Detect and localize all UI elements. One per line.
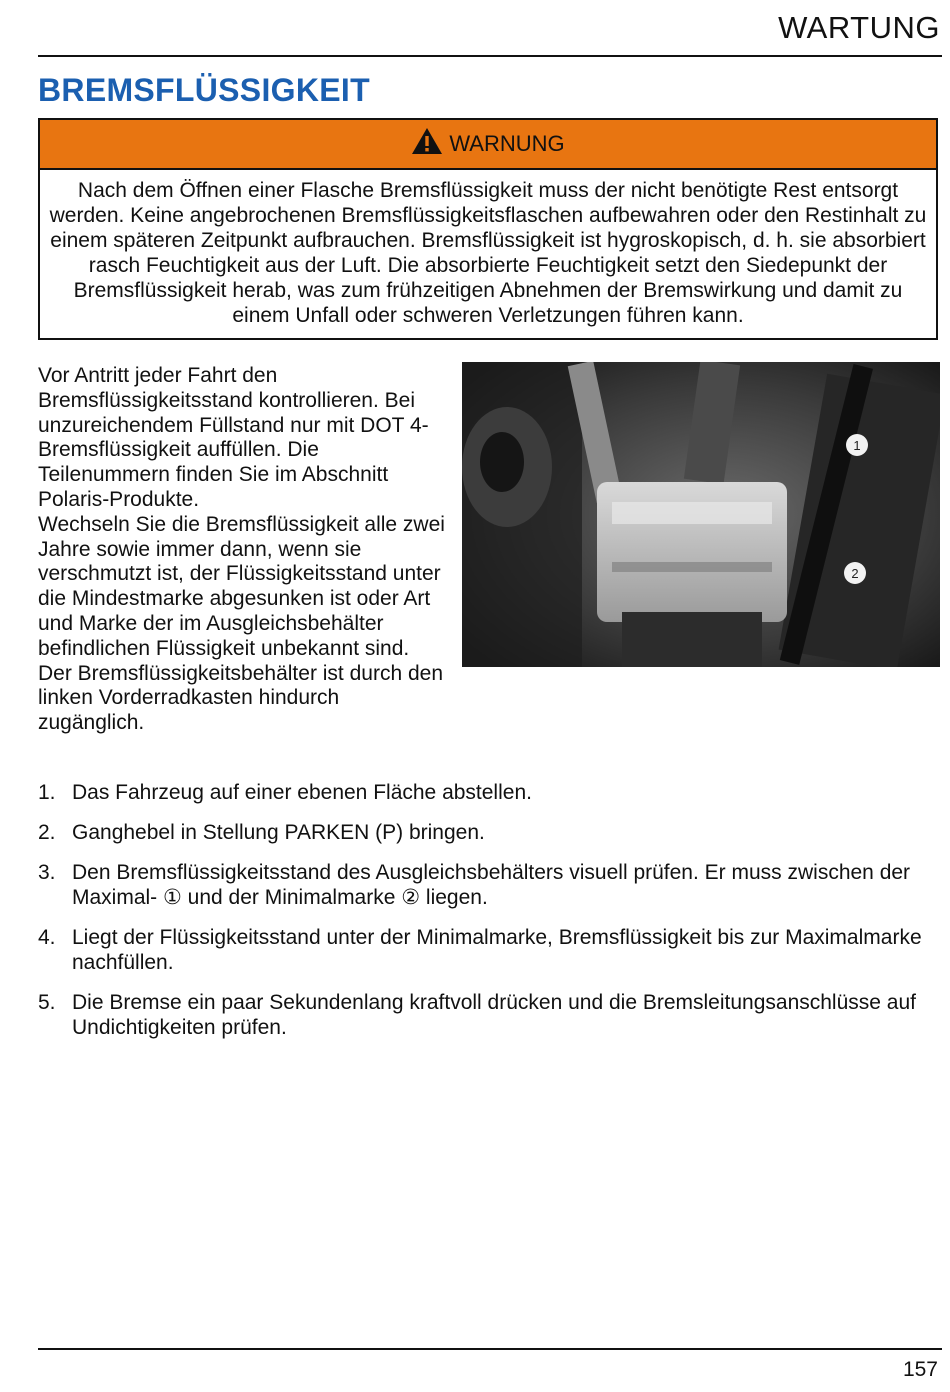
footer-divider — [38, 1348, 942, 1350]
step-item — [38, 925, 938, 975]
intro-text — [38, 364, 448, 736]
step-item — [38, 820, 938, 845]
header-title: WARTUNG — [778, 10, 940, 45]
step-text: Liegt der Flüssigkeitsstand unter der Minimalmarke, Bremsflüssigkeit bis zur Maximalmarke nachfüllen. — [72, 926, 922, 974]
step-item — [38, 990, 938, 1040]
step-number: 4. — [38, 926, 56, 949]
warning-box — [38, 118, 938, 340]
warning-triangle-icon — [411, 127, 443, 155]
intro-paragraph-2: Wechseln Sie die Bremsflüssigkeit alle zwei Jahre sowie immer dann, wenn sie verschmutzt ist, der Flüssigkeitsstand unter die Mindestmarke abgesunken ist oder Art und Marke der im Ausgleichsbehälter befindlichen Flüssigkeit unbekannt sind. Der Bremsflüssigkeitsbehälter ist durch den linken Vorderradkasten hindurch zugänglich. — [38, 512, 445, 735]
step-number: 5. — [38, 991, 56, 1014]
step-text: Ganghebel in Stellung PARKEN (P) bringen. — [72, 821, 485, 844]
brake-fluid-reservoir-photo — [462, 362, 940, 667]
procedure-steps — [38, 780, 938, 1055]
svg-text:2: 2 — [851, 566, 859, 581]
header-divider — [38, 55, 942, 57]
warning-header — [40, 120, 936, 170]
warning-label: WARNUNG — [449, 131, 565, 156]
step-text: Den Bremsflüssigkeitsstand des Ausgleichsbehälters visuell prüfen. Er muss zwischen der Maximal- ① und der Minimalmarke ② liegen. — [72, 861, 911, 909]
reservoir-photo-illustration — [462, 362, 940, 667]
warning-text: Nach dem Öffnen einer Flasche Bremsflüssigkeit muss der nicht benötigte Rest entsorgt werden. Keine angebrochenen Bremsflüssigkeitsflaschen aufbewahren oder den Restinhalt zu einem späteren Zeitpunkt aufbrauchen. Bremsflüssigkeit ist hygroskopisch, d. h. sie absorbiert rasch Feuchtigkeit aus der Luft. Die absorbierte Feuchtigkeit setzt den Siedepunkt der Bremsflüssigkeit herab, was zum frühzeitigen Abnehmen der Bremswirkung und damit zu einem Unfall oder schweren Verletzungen führen kann. — [49, 179, 927, 327]
step-text: Das Fahrzeug auf einer ebenen Fläche abstellen. — [72, 781, 532, 804]
step-item — [38, 780, 938, 805]
step-item — [38, 860, 938, 910]
step-number: 2. — [38, 821, 56, 844]
section-title: BREMSFLÜSSIGKEIT — [38, 72, 370, 108]
step-number: 3. — [38, 861, 56, 884]
step-text: Die Bremse ein paar Sekundenlang kraftvoll drücken und die Bremsleitungsanschlüsse auf Undichtigkeiten prüfen. — [72, 991, 916, 1039]
page-number: 157 — [902, 1358, 938, 1381]
svg-text:1: 1 — [853, 438, 861, 453]
step-number: 1. — [38, 781, 56, 804]
intro-paragraph-1: Vor Antritt jeder Fahrt den Bremsflüssigkeitsstand kontrollieren. Bei unzureichendem Füllstand nur mit DOT 4-Bremsflüssigkeit auffüllen. Die Teilenummern finden Sie im Abschnitt Polaris-Produkte. — [38, 364, 429, 511]
